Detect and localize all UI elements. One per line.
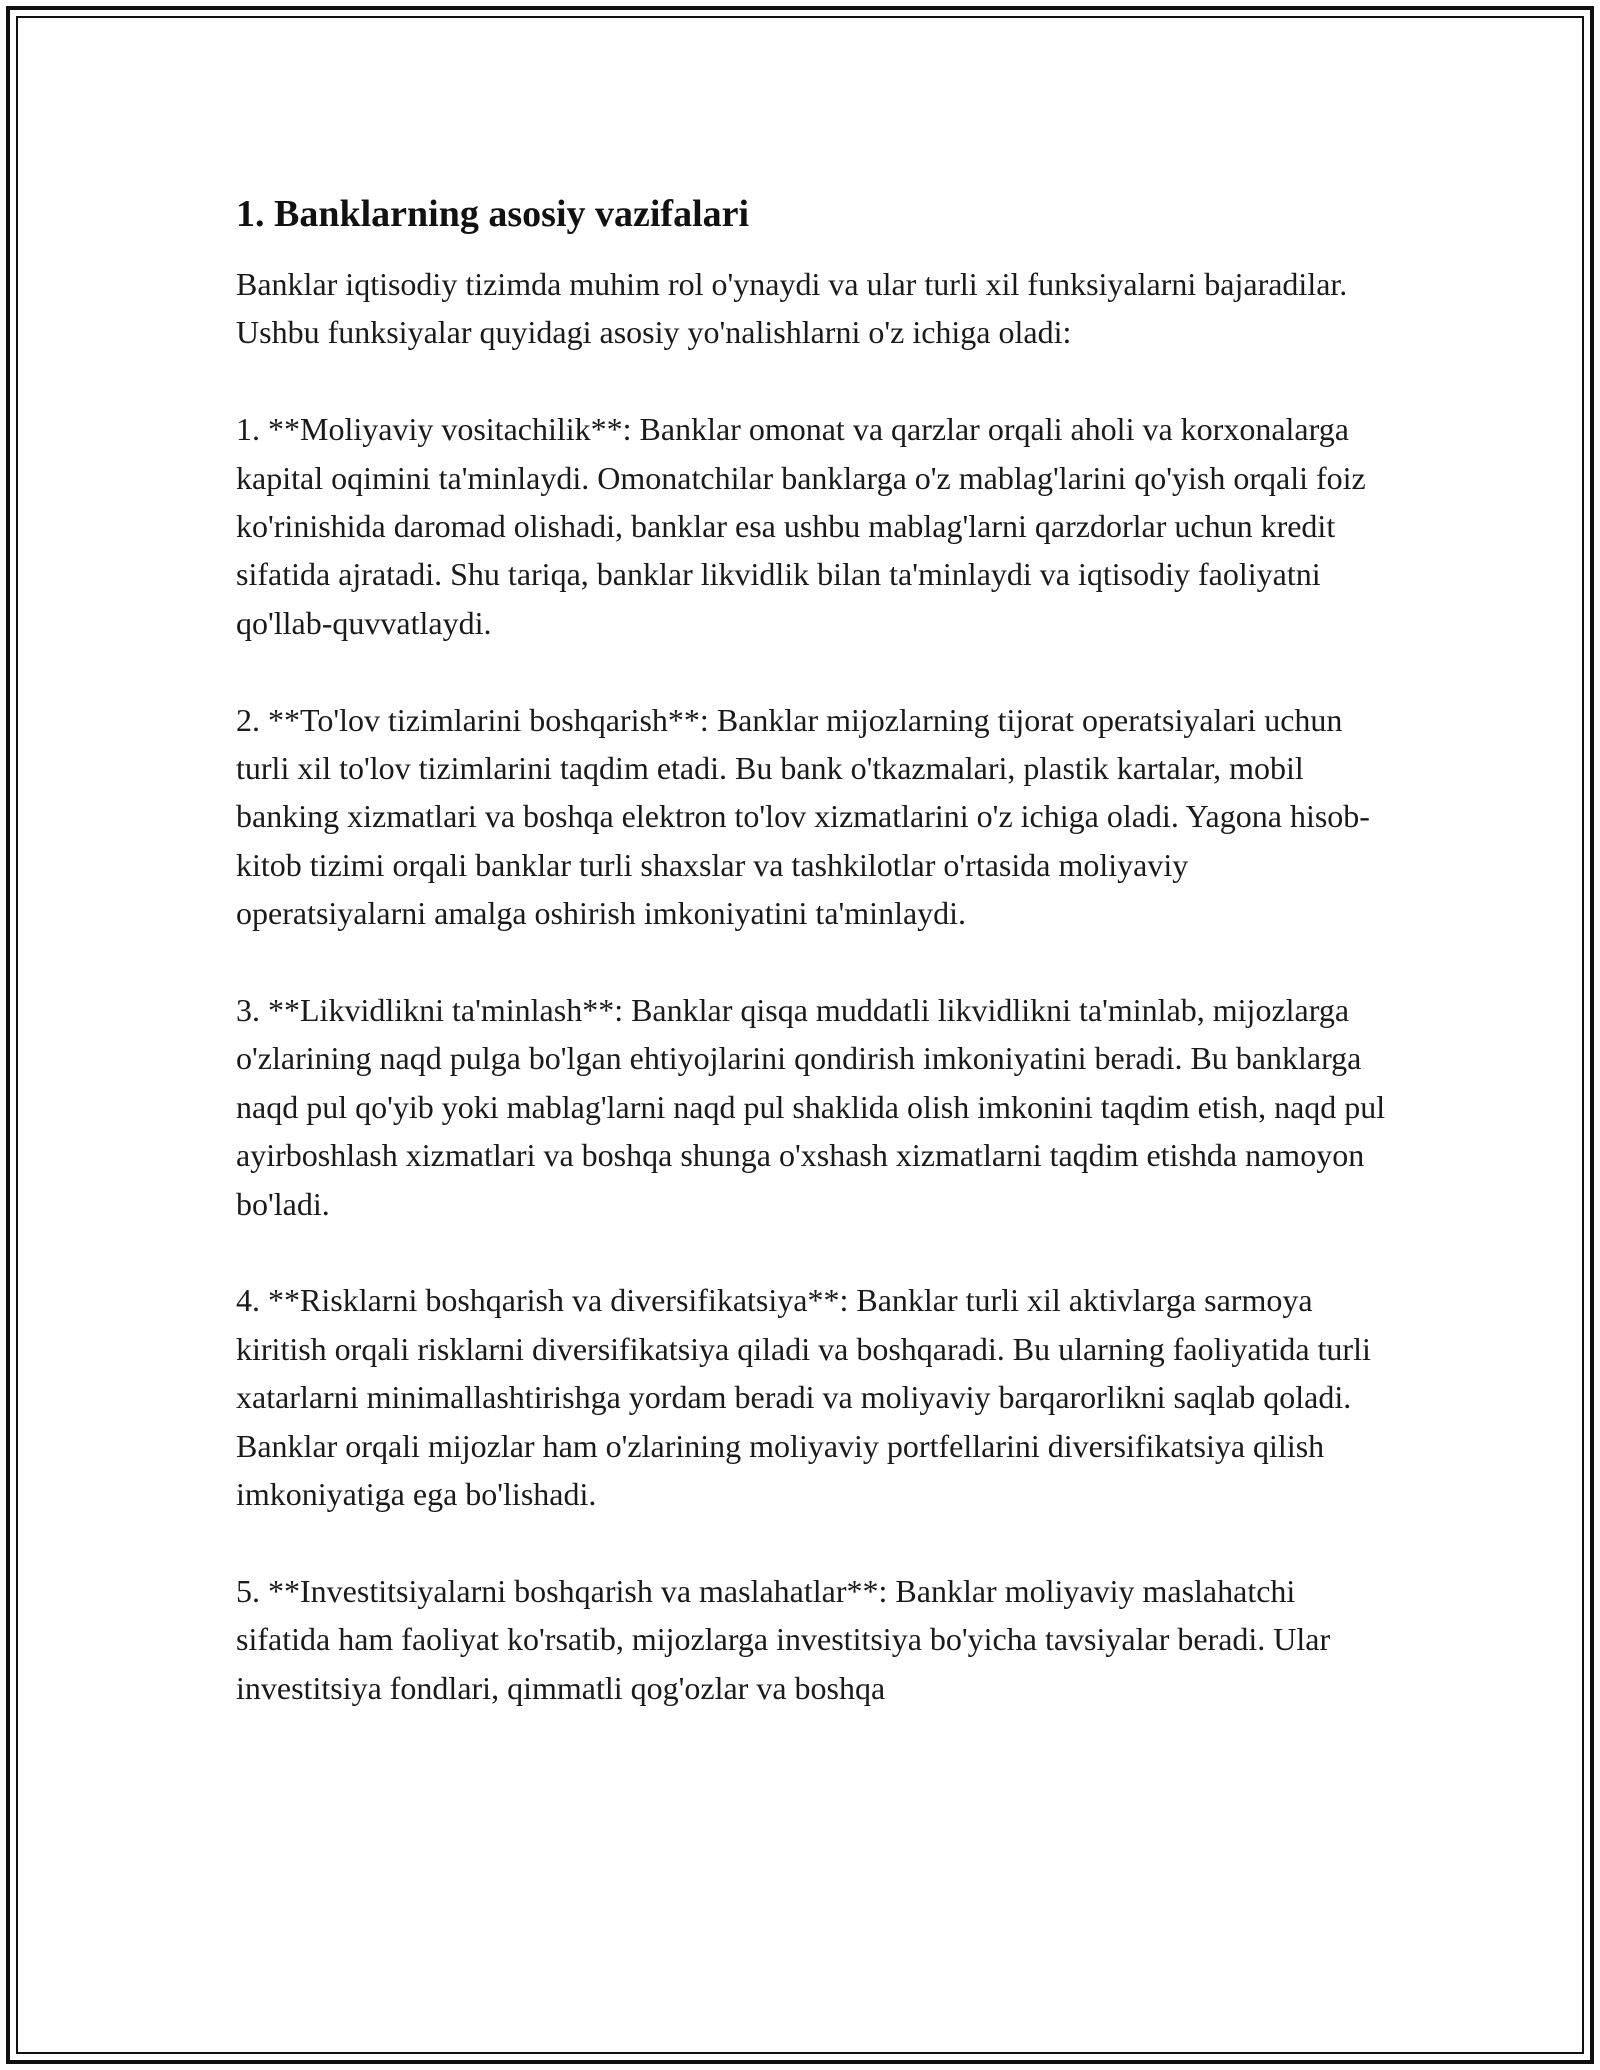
paragraph-risk-management: 4. **Risklarni boshqarish va diversifikatsiya**: Banklar turli xil aktivlarga sarmoya kiritish orqali risklarni diversifikatsiya qiladi va boshqaradi. Bu ularning faoliyatida turli xatarlarni minimallashtirishga yordam beradi va moliyaviy barqarorlikni saqlab qoladi. Banklar orqali mijozlar ham o'zlarining moliyaviy portfellarini diversifikatsiya qilish imkoniyatiga ega bo'lishadi.	[236, 1282, 1371, 1513]
paragraph-payment-systems: 2. **To'lov tizimlarini boshqarish**: Banklar mijozlarning tijorat operatsiyalari uchun turli xil to'lov tizimlarini taqdim etadi. Bu bank o'tkazmalari, plastik kartalar, mobil banking xizmatlari va boshqa elektron to'lov xizmatlarini o'z ichiga oladi. Yagona hisob-kitob tizimi orqali banklar turli shaxslar va tashkilotlar o'rtasida moliyaviy operatsiyalarni amalga oshirish imkoniyatini ta'minlaydi.	[236, 701, 1370, 932]
page-title: 1. Banklarning asosiy vazifalari	[236, 193, 750, 235]
intro-paragraph: Banklar iqtisodiy tizimda muhim rol o'ynaydi va ular turli xil funksiyalarni bajaradilar. Ushbu funksiyalar quyidagi asosiy yo'nalishlarni o'z ichiga oladi:	[236, 266, 1348, 351]
paragraph-financial-intermediation: 1. **Moliyaviy vositachilik**: Banklar omonat va qarzlar orqali aholi va korxonalarga kapital oqimini ta'minlaydi. Omonatchilar banklarga o'z mablag'larini qo'yish orqali foiz ko'rinishida daromad olishadi, banklar esa ushbu mablag'larni qarzdorlar uchun kredit sifatida ajratadi. Shu tariqa, banklar likvidlik bilan ta'minlaydi va iqtisodiy faoliyatni qo'llab-quvvatlaydi.	[236, 411, 1366, 641]
paragraph-liquidity: 3. **Likvidlikni ta'minlash**: Banklar qisqa muddatli likvidlikni ta'minlab, mijozlarga o'zlarining naqd pulga bo'lgan ehtiyojlarini qondirish imkoniyatini beradi. Bu banklarga naqd pul qo'yib yoki mablag'larni naqd pul shaklida olish imkonini taqdim etish, naqd pul ayirboshlash xizmatlari va boshqa shunga o'xshash xizmatlarni taqdim etishda namoyon bo'ladi.	[236, 992, 1386, 1222]
document-body	[236, 190, 1386, 1761]
paragraph-investment-management: 5. **Investitsiyalarni boshqarish va maslahatlar**: Banklar moliyaviy maslahatchi sifatida ham faoliyat ko'rsatib, mijozlarga investitsiya bo'yicha tavsiyalar beradi. Ular investitsiya fondlari, qimmatli qog'ozlar va boshqa	[236, 1572, 1331, 1706]
